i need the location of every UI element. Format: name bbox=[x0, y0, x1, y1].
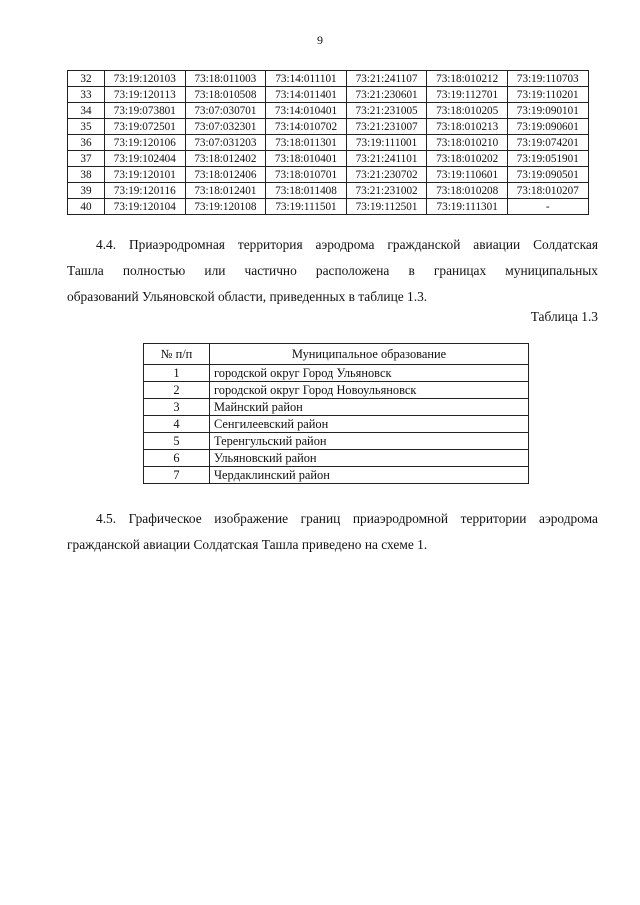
municipality-name-cell: Сенгилеевский район bbox=[210, 416, 529, 433]
paragraph-line: Ташла полностью или частично расположена в границах муниципальных bbox=[67, 263, 598, 278]
row-number-cell: 36 bbox=[68, 135, 105, 151]
municipality-name-cell: Майнский район bbox=[210, 399, 529, 416]
table-row bbox=[68, 167, 589, 183]
cadastral-number-cell: 73:19:110601 bbox=[427, 167, 508, 183]
cadastral-number-cell: 73:18:010202 bbox=[427, 151, 508, 167]
table-row bbox=[68, 119, 589, 135]
cadastral-number-cell: 73:18:010208 bbox=[427, 183, 508, 199]
table-row bbox=[144, 399, 529, 416]
municipality-name-cell: Ульяновский район bbox=[210, 450, 529, 467]
row-number-cell: 40 bbox=[68, 199, 105, 215]
cadastral-number-cell: 73:21:241101 bbox=[346, 151, 427, 167]
cadastral-number-cell: 73:14:010401 bbox=[266, 103, 347, 119]
cadastral-number-cell: 73:18:010701 bbox=[266, 167, 347, 183]
table-header-row bbox=[144, 344, 529, 365]
cadastral-number-cell: 73:07:030701 bbox=[185, 103, 266, 119]
row-number-cell: 3 bbox=[144, 399, 210, 416]
paragraph-4-4 bbox=[67, 232, 598, 310]
cadastral-number-cell: 73:19:120106 bbox=[105, 135, 186, 151]
cadastral-number-cell: 73:19:111301 bbox=[427, 199, 508, 215]
table-row bbox=[68, 135, 589, 151]
row-number-cell: 7 bbox=[144, 467, 210, 484]
table-row bbox=[68, 199, 589, 215]
table-row bbox=[144, 382, 529, 399]
cadastral-number-cell: 73:19:120103 bbox=[105, 71, 186, 87]
cadastral-number-cell: 73:18:010401 bbox=[266, 151, 347, 167]
cadastral-number-cell: 73:21:231002 bbox=[346, 183, 427, 199]
table-row bbox=[144, 467, 529, 484]
row-number-cell: 37 bbox=[68, 151, 105, 167]
paragraph-line: образований Ульяновской области, приведенных в таблице 1.3. bbox=[67, 289, 428, 304]
row-number-cell: 5 bbox=[144, 433, 210, 450]
column-header-name: Муниципальное образование bbox=[210, 344, 529, 365]
cadastral-number-cell: 73:18:010508 bbox=[185, 87, 266, 103]
cadastral-number-cell: 73:19:072501 bbox=[105, 119, 186, 135]
paragraph-line: 4.4. Приаэродромная территория аэродрома гражданской авиации Солдатская bbox=[96, 237, 598, 252]
table-row bbox=[144, 450, 529, 467]
page-number: 9 bbox=[317, 33, 323, 47]
cadastral-number-cell: 73:19:120116 bbox=[105, 183, 186, 199]
cadastral-number-cell: 73:19:120104 bbox=[105, 199, 186, 215]
cadastral-number-cell: 73:19:090101 bbox=[507, 103, 588, 119]
table-row bbox=[68, 183, 589, 199]
cadastral-number-cell: 73:21:230702 bbox=[346, 167, 427, 183]
cadastral-number-cell: 73:19:111001 bbox=[346, 135, 427, 151]
table-row bbox=[144, 365, 529, 382]
table-row bbox=[68, 151, 589, 167]
municipality-name-cell: городской округ Город Новоульяновск bbox=[210, 382, 529, 399]
paragraph-4-5 bbox=[67, 506, 598, 558]
row-number-cell: 6 bbox=[144, 450, 210, 467]
row-number-cell: 39 bbox=[68, 183, 105, 199]
table-row bbox=[144, 416, 529, 433]
row-number-cell: 32 bbox=[68, 71, 105, 87]
cadastral-number-cell: 73:19:073801 bbox=[105, 103, 186, 119]
cadastral-number-cell: 73:19:111501 bbox=[266, 199, 347, 215]
cadastral-number-cell: 73:18:010207 bbox=[507, 183, 588, 199]
row-number-cell: 34 bbox=[68, 103, 105, 119]
cadastral-number-cell: 73:19:112501 bbox=[346, 199, 427, 215]
cadastral-number-cell: 73:14:011101 bbox=[266, 71, 347, 87]
row-number-cell: 2 bbox=[144, 382, 210, 399]
cadastral-number-cell: 73:21:241107 bbox=[346, 71, 427, 87]
cadastral-number-cell: 73:21:231007 bbox=[346, 119, 427, 135]
row-number-cell: 4 bbox=[144, 416, 210, 433]
cadastral-number-cell: 73:07:032301 bbox=[185, 119, 266, 135]
cadastral-number-cell: 73:18:012401 bbox=[185, 183, 266, 199]
cadastral-number-cell: 73:21:231005 bbox=[346, 103, 427, 119]
paragraph-line: 4.5. Графическое изображение границ приаэродромной территории аэродрома bbox=[96, 511, 598, 526]
cadastral-number-cell: 73:19:074201 bbox=[507, 135, 588, 151]
cadastral-number-cell: 73:18:010205 bbox=[427, 103, 508, 119]
cadastral-number-cell: 73:18:010213 bbox=[427, 119, 508, 135]
cadastral-number-cell: 73:18:011003 bbox=[185, 71, 266, 87]
cadastral-number-cell: 73:19:110201 bbox=[507, 87, 588, 103]
column-header-number: № п/п bbox=[144, 344, 210, 365]
table-row bbox=[68, 103, 589, 119]
row-number-cell: 33 bbox=[68, 87, 105, 103]
cadastral-number-cell: 73:19:090501 bbox=[507, 167, 588, 183]
municipalities-table-body bbox=[144, 365, 529, 484]
cadastral-number-cell: 73:21:230601 bbox=[346, 87, 427, 103]
row-number-cell: 38 bbox=[68, 167, 105, 183]
municipality-name-cell: городской округ Город Ульяновск bbox=[210, 365, 529, 382]
cadastral-blocks-table-body bbox=[68, 71, 589, 215]
cadastral-number-cell: 73:07:031203 bbox=[185, 135, 266, 151]
cadastral-number-cell: 73:19:090601 bbox=[507, 119, 588, 135]
row-number-cell: 35 bbox=[68, 119, 105, 135]
cadastral-number-cell: 73:14:010702 bbox=[266, 119, 347, 135]
cadastral-number-cell: 73:18:011301 bbox=[266, 135, 347, 151]
cadastral-number-cell: 73:19:120113 bbox=[105, 87, 186, 103]
table-row bbox=[144, 433, 529, 450]
row-number-cell: 1 bbox=[144, 365, 210, 382]
cadastral-number-cell: 73:18:012402 bbox=[185, 151, 266, 167]
cadastral-number-cell: 73:19:120108 bbox=[185, 199, 266, 215]
cadastral-number-cell: 73:18:010210 bbox=[427, 135, 508, 151]
municipalities-table bbox=[143, 343, 529, 484]
paragraph-line: гражданской авиации Солдатская Ташла приведено на схеме 1. bbox=[67, 537, 428, 552]
cadastral-number-cell: 73:19:120101 bbox=[105, 167, 186, 183]
cadastral-number-cell: 73:14:011401 bbox=[266, 87, 347, 103]
cadastral-number-cell: 73:19:112701 bbox=[427, 87, 508, 103]
cadastral-number-cell: - bbox=[507, 199, 588, 215]
cadastral-number-cell: 73:18:011408 bbox=[266, 183, 347, 199]
table-caption: Таблица 1.3 bbox=[530, 309, 598, 324]
cadastral-number-cell: 73:19:102404 bbox=[105, 151, 186, 167]
cadastral-blocks-table bbox=[67, 70, 589, 215]
cadastral-number-cell: 73:18:010212 bbox=[427, 71, 508, 87]
municipality-name-cell: Теренгульский район bbox=[210, 433, 529, 450]
cadastral-number-cell: 73:19:110703 bbox=[507, 71, 588, 87]
cadastral-number-cell: 73:18:012406 bbox=[185, 167, 266, 183]
municipality-name-cell: Чердаклинский район bbox=[210, 467, 529, 484]
cadastral-number-cell: 73:19:051901 bbox=[507, 151, 588, 167]
table-row bbox=[68, 87, 589, 103]
table-row bbox=[68, 71, 589, 87]
